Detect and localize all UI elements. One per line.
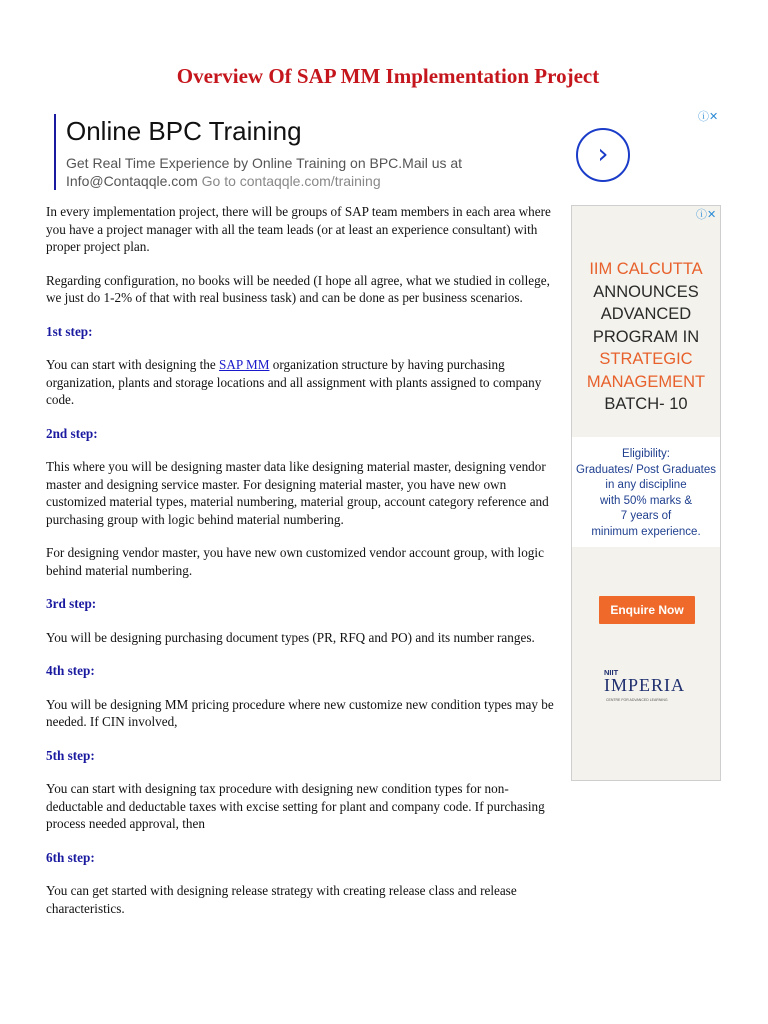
ad-line-3: ADVANCED	[600, 305, 692, 323]
step-5-paragraph: You can start with designing tax procedure with designing new condition types for non-deductable and deductable taxes with excise setting for plant and company code. If purchasing process needed approval, then	[46, 781, 545, 831]
ad-accent-bar	[54, 114, 56, 190]
step-6-heading: 6th step:	[46, 849, 95, 865]
ad-line-5: STRATEGIC	[599, 350, 693, 368]
eligibility-line: Graduates/ Post Graduates	[576, 463, 716, 476]
article-body	[46, 203, 564, 933]
step-5-heading: 5th step:	[46, 747, 95, 763]
step-2-paragraph: This where you will be designing master data like designing material master, designing vendor master and designing service master. For designing material master, you have new own customized material types, material numbering, material group, account category reference and purchasing group with logic behind material numbering.	[46, 459, 549, 527]
chevron-right-icon[interactable]: ›	[576, 128, 630, 182]
vendor-master-paragraph: For designing vendor master, you have new own customized vendor account group, with logic behind material numbering.	[46, 545, 544, 578]
sap-mm-link[interactable]: SAP MM	[219, 357, 270, 372]
logo-tagline: CENTRE FOR ADVANCED LEARNING	[606, 698, 668, 702]
intro-paragraph: In every implementation project, there will be groups of SAP team members in each area where you have a project manager with all the team leads (or at least an experience consultant) with proper project plan.	[46, 204, 551, 254]
step-2-heading: 2nd step:	[46, 425, 98, 441]
ad-description	[66, 154, 516, 190]
enquire-now-button[interactable]: Enquire Now	[599, 596, 695, 624]
logo-niit-text: NIIT	[604, 668, 619, 677]
ad-line-1: IIM CALCUTTA	[589, 260, 703, 278]
configuration-paragraph: Regarding configuration, no books will be needed (I hope all agree, what we studied in college, we just do 1-2% of that with real business task) and can be done as per business scenarios.	[46, 272, 550, 305]
eligibility-line: in any discipline	[605, 479, 687, 491]
logo-brand-text: IMPERIA	[604, 675, 686, 695]
ad-line-6: MANAGEMENT	[586, 372, 706, 391]
step-3-heading: 3rd step:	[46, 596, 97, 611]
adchoices-icon[interactable]: ⓘ✕	[698, 110, 719, 123]
step-4-paragraph: You will be designing MM pricing procedure where new customize new condition types may be needed. If CIN involved,	[46, 696, 554, 729]
page-title: Overview Of SAP MM Implementation Project	[176, 64, 600, 88]
step-6-paragraph: You can get started with designing release strategy with creating release class and release characteristics.	[46, 883, 517, 916]
top-text-ad[interactable]	[50, 104, 730, 194]
ad-headline[interactable]: Online BPC Training	[66, 116, 302, 146]
eligibility-line: 7 years of	[620, 510, 672, 522]
ad-display-url[interactable]: Go to contaqqle.com/training	[201, 173, 381, 189]
eligibility-line: minimum experience.	[591, 525, 701, 538]
eligibility-title: Eligibility:	[622, 448, 670, 460]
eligibility-line: with 50% marks &	[599, 494, 693, 507]
step-1-text-after: organization structure by having purchasing organization, plants and storage locations and all assignment with plants assigned to company code.	[46, 357, 542, 407]
eligibility-box	[572, 437, 720, 547]
ad-description-text: Get Real Time Experience by Online Training on BPC.Mail us at Info@Contaqqle.com	[66, 155, 463, 189]
step-1-text-before: You can start with designing the	[46, 357, 220, 372]
ad-banner-headline	[572, 258, 720, 416]
ad-line-2: ANNOUNCES	[593, 282, 699, 301]
side-banner-ad[interactable]	[571, 205, 721, 781]
niit-imperia-logo	[602, 668, 692, 714]
ad-line-4: PROGRAM IN	[592, 327, 700, 346]
step-3-paragraph: You will be designing purchasing document types (PR, RFQ and PO) and its number ranges.	[46, 629, 535, 645]
step-4-heading: 4th step:	[46, 663, 95, 678]
step-1-paragraph	[46, 356, 564, 409]
adchoices-icon[interactable]: ⓘ✕	[696, 208, 717, 221]
ad-line-7: BATCH- 10	[604, 395, 688, 413]
step-1-heading: 1st step:	[46, 323, 93, 339]
